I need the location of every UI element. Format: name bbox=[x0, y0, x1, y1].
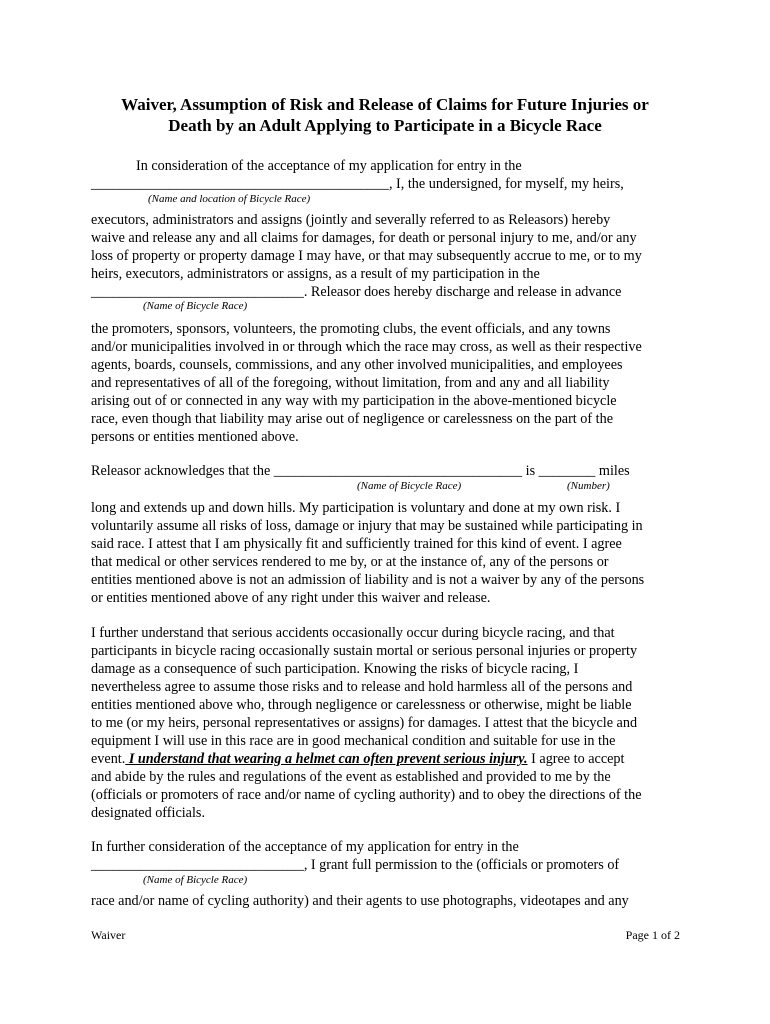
race-name-caption: (Name of Bicycle Race) bbox=[357, 480, 462, 492]
text-line: said race. I attest that I am physically fit and sufficiently trained for this kind of event. I agree bbox=[91, 536, 622, 552]
text-line: and representatives of all of the foregoing, without limitation, from and any and all liability bbox=[91, 375, 610, 391]
race-name-location-caption: (Name and location of Bicycle Race) bbox=[148, 193, 311, 205]
permission-line-3: race and/or name of cycling authority) and their agents to use photographs, videotapes and any bbox=[91, 893, 629, 909]
paragraph-discharge bbox=[91, 320, 683, 446]
text-line: I further understand that serious accidents occasionally occur during bicycle racing, and that bbox=[91, 625, 615, 641]
text-line: loss of property or property damage I may have, or that may subsequently accrue to me, or to my bbox=[91, 248, 642, 264]
text-line: agents, boards, counsels, commissions, and any other involved municipalities, and employees bbox=[91, 357, 623, 373]
text-line: long and extends up and down hills. My participation is voluntary and done at my own risk. I bbox=[91, 500, 621, 516]
text-line: arising out of or connected in any way with my participation in the above-mentioned bicycle bbox=[91, 393, 617, 409]
text-line: participants in bicycle racing occasionally sustain mortal or serious personal injuries or property bbox=[91, 643, 638, 659]
title-line-1: Waiver, Assumption of Risk and Release of Claims for Future Injuries or bbox=[121, 95, 649, 114]
text-line: persons or entities mentioned above. bbox=[91, 429, 299, 445]
race-name-caption: (Name of Bicycle Race) bbox=[143, 874, 248, 886]
page-number: Page 1 of 2 bbox=[625, 928, 680, 942]
helmet-line bbox=[91, 750, 683, 768]
acknowledge-line: Releasor acknowledges that the ___________________________________ is ________ miles bbox=[91, 463, 630, 479]
event-text: event. bbox=[91, 751, 126, 767]
text-line: voluntarily assume all risks of loss, damage or injury that may be sustained while participating in bbox=[91, 518, 643, 534]
text-line: heirs, executors, administrators or assigns, as a result of my participation in the bbox=[91, 266, 540, 282]
document-title bbox=[60, 94, 710, 136]
text-line: entities mentioned above is not an admission of liability and is not a waiver by any of the persons bbox=[91, 572, 645, 588]
permission-line-1: In further consideration of the acceptance of my application for entry in the bbox=[91, 839, 519, 855]
miles-number-caption: (Number) bbox=[567, 480, 610, 492]
text-line: the promoters, sponsors, volunteers, the promoting clubs, the event officials, and any towns bbox=[91, 321, 611, 337]
text-line: ______________________________. Releasor does hereby discharge and release in advance bbox=[91, 284, 622, 300]
text-line: designated officials. bbox=[91, 805, 205, 821]
text-line: and abide by the rules and regulations of the event as established and provided to me by the bbox=[91, 769, 611, 785]
helmet-statement: I understand that wearing a helmet can often prevent serious injury. bbox=[125, 751, 528, 767]
race-name-caption: (Name of Bicycle Race) bbox=[143, 300, 248, 312]
intro-line-1: In consideration of the acceptance of my application for entry in the bbox=[136, 158, 522, 174]
permission-line-2: ______________________________, I grant full permission to the (officials or promoters of bbox=[91, 857, 620, 873]
text-line: to me (or my heirs, personal representatives or assigns) for damages. I attest that the bicycle and bbox=[91, 715, 638, 731]
title-line-2: Death by an Adult Applying to Participate in a Bicycle Race bbox=[168, 116, 602, 135]
intro-line-2: __________________________________________, I, the undersigned, for myself, my heirs, bbox=[91, 176, 624, 192]
text-line: damage as a consequence of such participation. Knowing the risks of bicycle racing, I bbox=[91, 661, 579, 677]
agree-text: I agree to accept bbox=[527, 751, 625, 767]
paragraph-voluntary bbox=[91, 499, 683, 607]
text-line: that medical or other services rendered to me by, or at the instance of, any of the persons or bbox=[91, 554, 609, 570]
footer-label: Waiver bbox=[91, 928, 126, 942]
paragraph-risks bbox=[91, 624, 683, 822]
text-line: (officials or promoters of race and/or name of cycling authority) and to obey the directions of the bbox=[91, 787, 642, 803]
text-line: executors, administrators and assigns (jointly and severally referred to as Releasors) hereby bbox=[91, 212, 611, 228]
text-line: or entities mentioned above of any right under this waiver and release. bbox=[91, 590, 491, 606]
text-line: race, even though that liability may arise out of negligence or carelessness on the part of the bbox=[91, 411, 613, 427]
paragraph-release bbox=[91, 211, 683, 301]
text-line: equipment I will use in this race are in good mechanical condition and suitable for use in the bbox=[91, 733, 616, 749]
text-line: nevertheless agree to assume those risks and to release and hold harmless all of the persons and bbox=[91, 679, 633, 695]
text-line: entities mentioned above who, through negligence or carelessness or otherwise, might be liable bbox=[91, 697, 632, 713]
text-line: waive and release any and all claims for damages, for death or personal injury to me, and/or any bbox=[91, 230, 637, 246]
text-line: and/or municipalities involved in or through which the race may cross, as well as their respective bbox=[91, 339, 642, 355]
